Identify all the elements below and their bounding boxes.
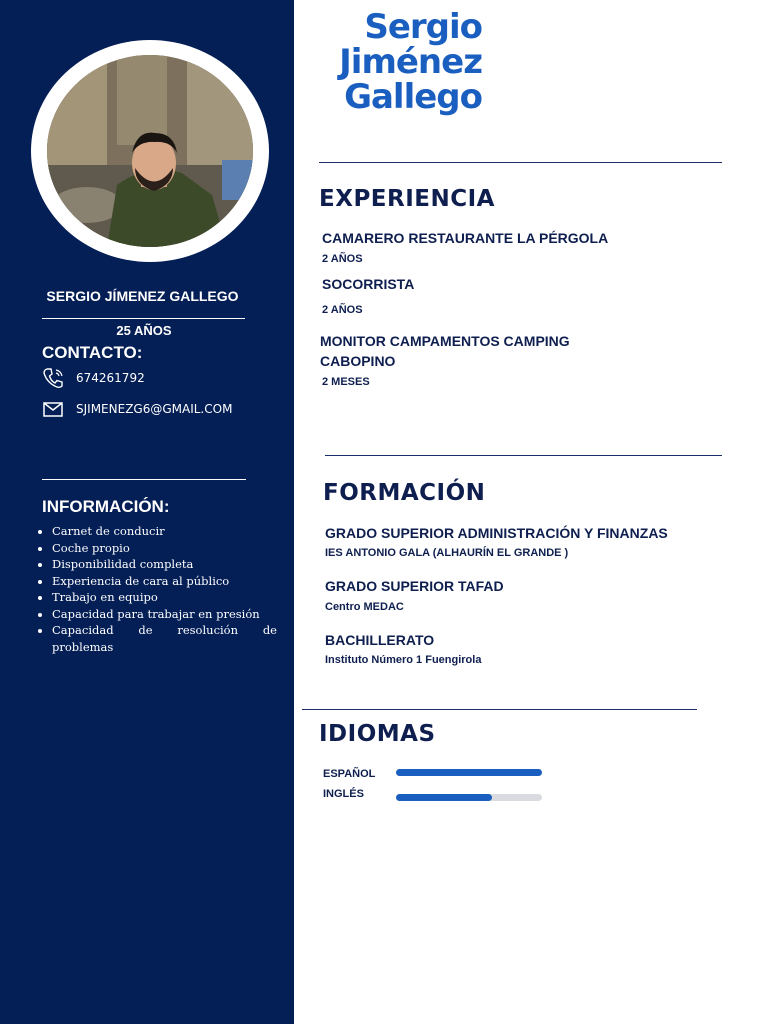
experience-title: SOCORRISTA: [322, 276, 415, 292]
info-item: • Disponibilidad completa: [52, 556, 277, 573]
experience-duration: 2 AÑOS: [322, 304, 363, 316]
sidebar-full-name: SERGIO JÍMENEZ GALLEGO: [46, 288, 239, 304]
education-heading: FORMACIÓN: [323, 480, 486, 506]
info-item: • Experiencia de cara al público: [52, 573, 277, 590]
experience-title: MONITOR CAMPAMENTOS CAMPING: [320, 333, 570, 349]
contact-email[interactable]: SJIMENEZG6@GMAIL.COM: [76, 402, 233, 416]
language-name: INGLÉS: [323, 788, 364, 800]
language-level-bar: [396, 794, 542, 801]
sidebar-age: 25 AÑOS: [116, 323, 172, 338]
section-divider: [319, 162, 722, 163]
language-level-fill: [396, 769, 542, 776]
education-title: GRADO SUPERIOR TAFAD: [325, 578, 504, 594]
info-item: • Trabajo en equipo: [52, 589, 277, 606]
envelope-icon: [42, 398, 64, 420]
experience-title-cont: CABOPINO: [320, 353, 396, 369]
experience-duration: 2 MESES: [322, 376, 370, 388]
education-place: Instituto Número 1 Fuengirola: [325, 654, 482, 666]
phone-icon: [42, 367, 64, 389]
education-place: Centro MEDAC: [325, 601, 404, 613]
info-item: • Carnet de conducir: [52, 523, 277, 540]
info-heading: INFORMACIÓN:: [42, 497, 170, 516]
contact-phone-row: [42, 367, 145, 389]
sidebar-divider: [42, 479, 246, 480]
language-level-bar: [396, 769, 542, 776]
section-divider: [302, 709, 697, 710]
contact-heading: CONTACTO:: [42, 343, 143, 362]
education-title: GRADO SUPERIOR ADMINISTRACIÓN Y FINANZAS: [325, 525, 668, 541]
languages-heading: IDIOMAS: [319, 721, 436, 747]
contact-phone[interactable]: 674261792: [76, 371, 145, 385]
profile-photo: [47, 55, 253, 247]
contact-email-row: [42, 398, 232, 420]
profile-photo-illustration: [47, 55, 253, 247]
language-level-fill: [396, 794, 492, 801]
experience-heading: EXPERIENCIA: [319, 186, 495, 212]
info-item: • Coche propio: [52, 540, 277, 557]
sidebar-divider: [42, 318, 245, 319]
education-title: BACHILLERATO: [325, 632, 435, 648]
info-item: • Capacidad de resolución de problemas: [52, 622, 277, 655]
page-title: Sergio Jiménez Gallego: [339, 7, 482, 117]
info-list: [34, 523, 277, 655]
section-divider: [325, 455, 722, 456]
experience-title: CAMARERO RESTAURANTE LA PÉRGOLA: [322, 230, 609, 246]
language-name: ESPAÑOL: [323, 768, 376, 780]
info-item: • Capacidad para trabajar en presión: [52, 606, 277, 623]
experience-duration: 2 AÑOS: [322, 253, 363, 265]
education-place: IES ANTONIO GALA (ALHAURÍN EL GRANDE ): [325, 547, 569, 559]
